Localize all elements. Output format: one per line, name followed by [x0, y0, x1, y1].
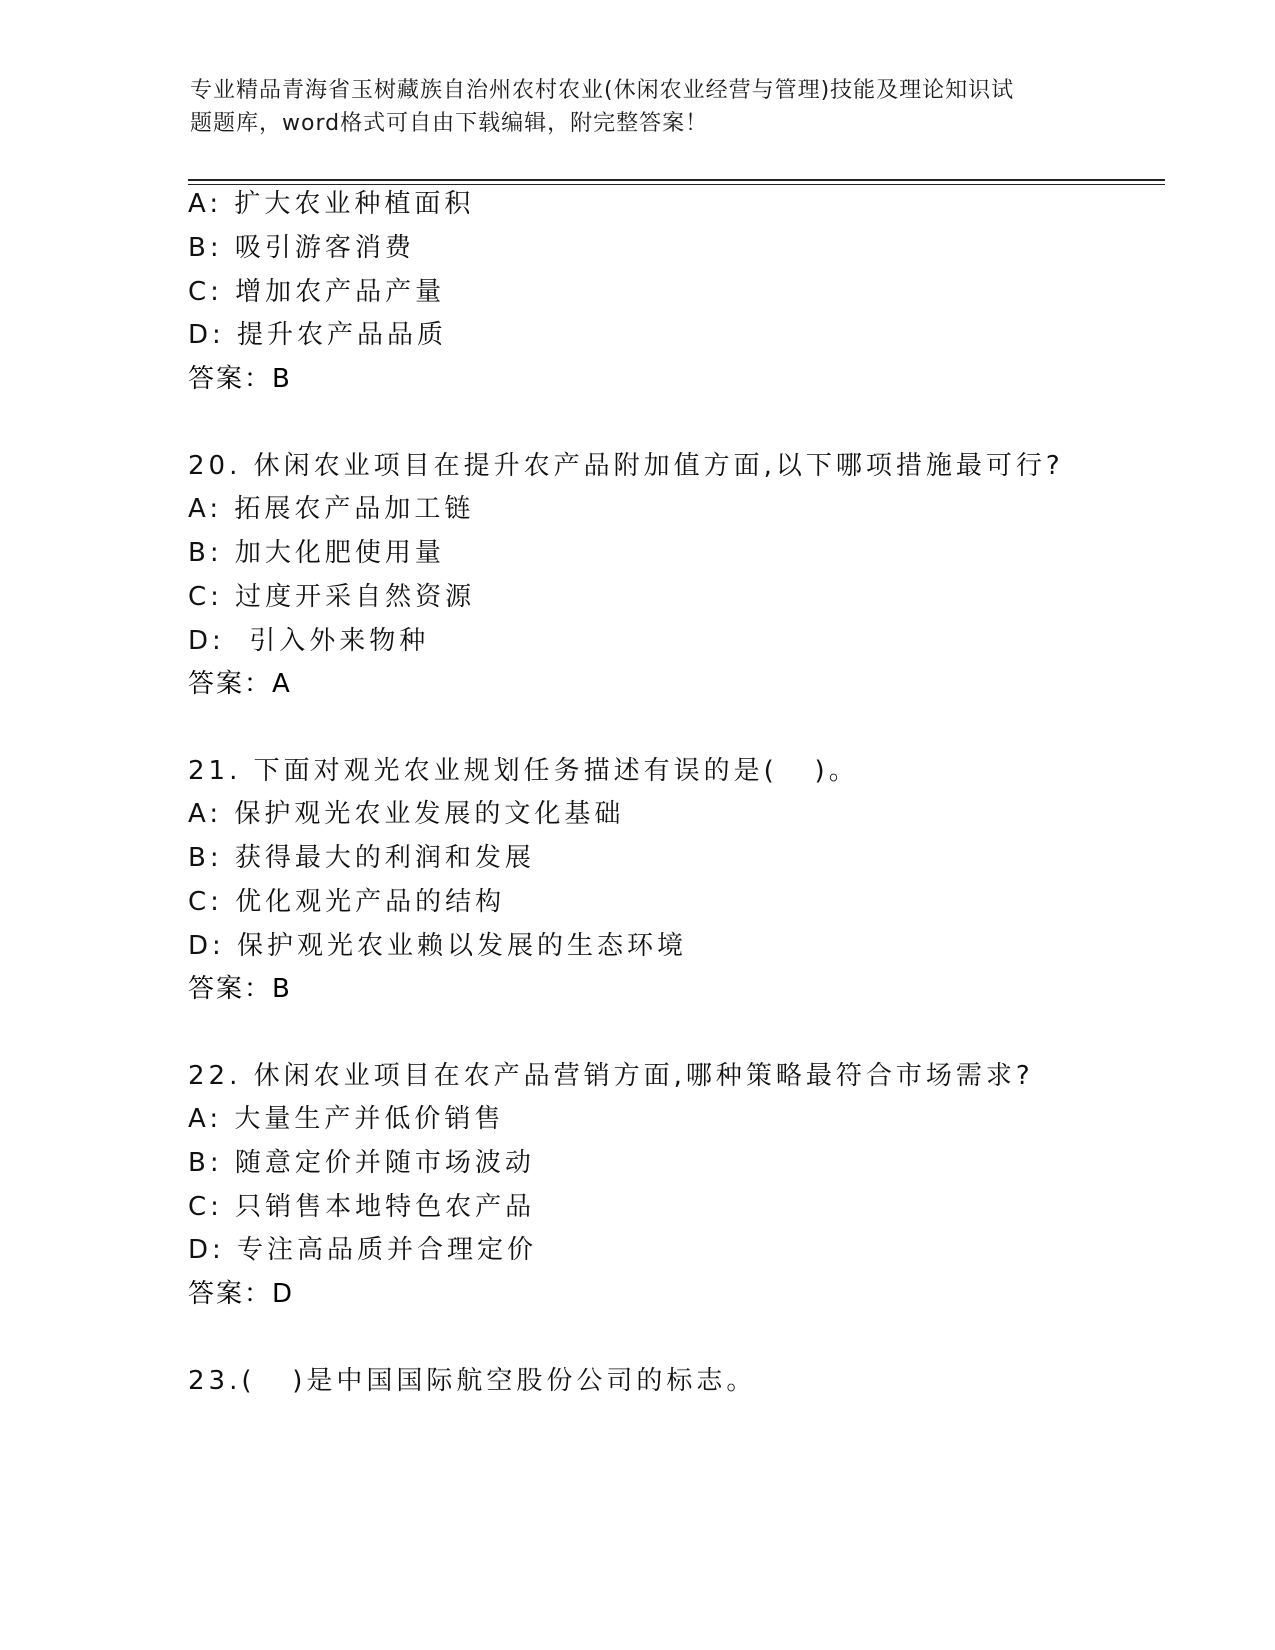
q19-option-a: A: 扩大农业种植面积	[188, 189, 475, 219]
q20-question: 20. 休闲农业项目在提升农产品附加值方面,以下哪项措施最可行?	[188, 451, 1064, 481]
q20-option-c: C: 过度开采自然资源	[188, 582, 476, 612]
q20-option-d: D: 引入外来物种	[188, 626, 430, 656]
q20-option-a: A: 拓展农产品加工链	[188, 494, 475, 524]
header-line-1: 专业精品青海省玉树藏族自治州农村农业(休闲农业经营与管理)技能及理论知识试	[190, 78, 1015, 103]
header-divider-thin	[188, 184, 1165, 185]
q22-option-c: C: 只销售本地特色农产品	[188, 1192, 536, 1222]
q19-option-b: B: 吸引游客消费	[188, 233, 415, 263]
q21-option-b: B: 获得最大的利润和发展	[188, 843, 535, 873]
q21-answer: 答案：B	[188, 974, 292, 1004]
header-divider-thick	[188, 179, 1165, 181]
q19-option-c: C: 增加农产品产量	[188, 277, 446, 307]
q21-option-d: D: 保护观光农业赖以发展的生态环境	[188, 931, 688, 961]
document-header	[190, 74, 1090, 140]
q21-option-c: C: 优化观光产品的结构	[188, 887, 506, 917]
q23-question: 23.( )是中国国际航空股份公司的标志。	[188, 1366, 757, 1396]
q21-question: 21. 下面对观光农业规划任务描述有误的是( )。	[188, 756, 859, 786]
q19-option-d: D: 提升农产品品质	[188, 320, 448, 350]
q19-answer: 答案：B	[188, 364, 292, 394]
q22-question: 22. 休闲农业项目在农产品营销方面,哪种策略最符合市场需求?	[188, 1061, 1034, 1091]
q20-option-b: B: 加大化肥使用量	[188, 538, 445, 568]
q22-answer: 答案：D	[188, 1279, 295, 1309]
q20-answer: 答案：A	[188, 669, 292, 699]
q22-option-b: B: 随意定价并随市场波动	[188, 1148, 535, 1178]
q21-option-a: A: 保护观光农业发展的文化基础	[188, 799, 625, 829]
q22-option-d: D: 专注高品质并合理定价	[188, 1235, 538, 1265]
header-line-2: 题题库，word格式可自由下载编辑，附完整答案！	[190, 111, 709, 136]
q22-option-a: A: 大量生产并低价销售	[188, 1104, 505, 1134]
